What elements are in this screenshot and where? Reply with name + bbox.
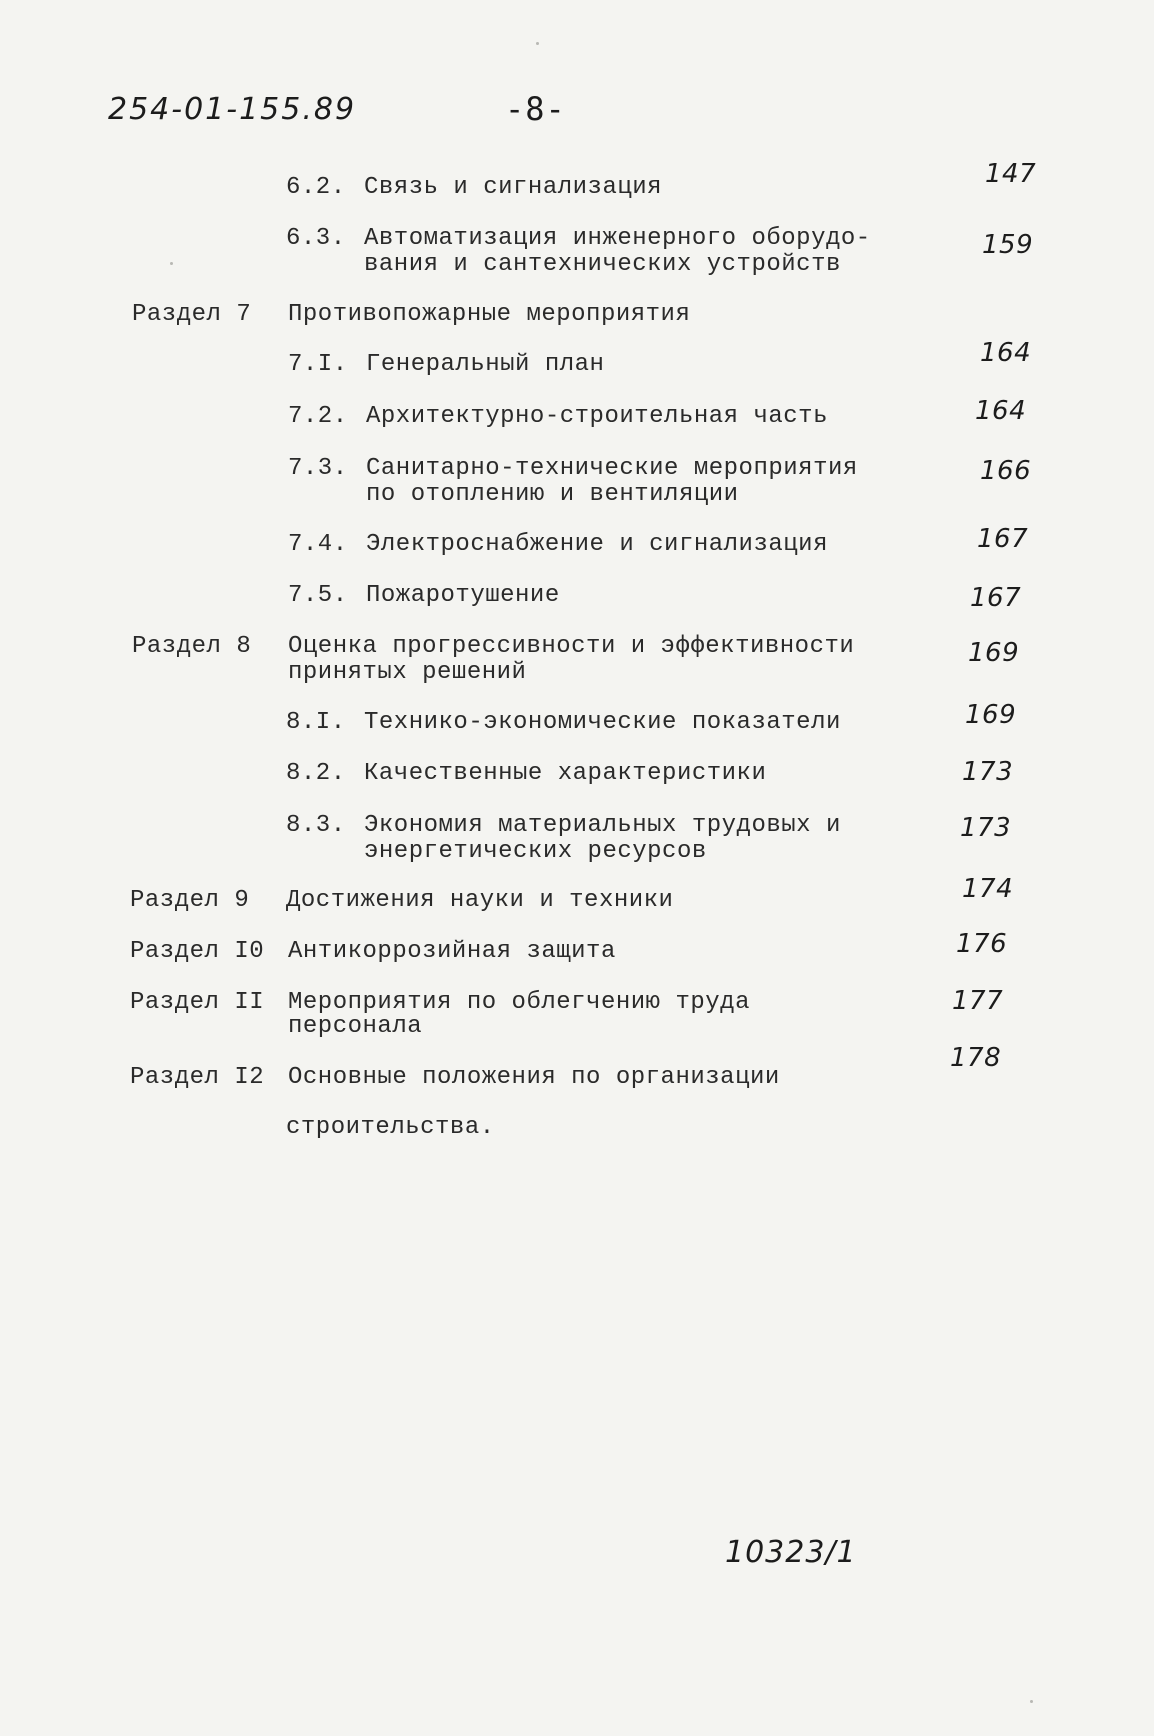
section-label: Раздел 9 <box>130 887 250 914</box>
entry-title: Противопожарные мероприятия <box>288 301 691 328</box>
entry-title: Основные положения по организации <box>288 1064 780 1091</box>
entry-page: 169 <box>965 700 1017 730</box>
entry-page: 164 <box>975 396 1027 426</box>
entry-page: 167 <box>977 524 1029 554</box>
entry-page: 147 <box>985 159 1037 189</box>
document-code: 254-01-155.89 <box>108 92 357 127</box>
entry-page: 169 <box>968 638 1020 668</box>
entry-title-line-2: персонала <box>288 1013 423 1040</box>
entry-title: Электроснабжение и сигнализация <box>366 531 828 558</box>
page-number: -8- <box>505 90 566 128</box>
entry-number: 7.5. <box>288 582 348 609</box>
entry-number: 8.3. <box>286 812 346 839</box>
section-label: Раздел 8 <box>132 633 252 660</box>
section-label: Раздел 7 <box>132 301 252 328</box>
entry-title-line-2: энергетических ресурсов <box>364 838 707 865</box>
entry-title-line-1: Оценка прогрессивности и эффективности <box>288 633 855 660</box>
entry-title-line-2: вания и сантехнических устройств <box>364 251 841 278</box>
entry-title-line-1: Экономия материальных трудовых и <box>364 812 841 839</box>
entry-page: 173 <box>960 813 1012 843</box>
entry-title: Генеральный план <box>366 351 605 378</box>
entry-title-line-2: по отоплению и вентиляции <box>366 481 739 508</box>
entry-number: 7.2. <box>288 403 348 430</box>
entry-number: 6.3. <box>286 225 346 252</box>
scan-speck <box>170 262 173 265</box>
section-label: Раздел II <box>130 989 265 1016</box>
inventory-number: 10323/1 <box>725 1535 857 1570</box>
entry-number: 6.2. <box>286 174 346 201</box>
entry-page: 178 <box>950 1043 1002 1073</box>
entry-title: Технико-экономические показатели <box>364 709 841 736</box>
entry-title-line-1: Мероприятия по облегчению труда <box>288 989 750 1016</box>
entry-title-line-2: принятых решений <box>288 659 527 686</box>
scan-speck <box>536 42 539 45</box>
entry-title-line-1: Автоматизация инженерного оборудо- <box>364 225 871 252</box>
entry-title-line-1: Санитарно-технические мероприятия <box>366 455 858 482</box>
scan-speck <box>1030 1700 1033 1703</box>
section-label: Раздел I2 <box>130 1064 265 1091</box>
section-label: Раздел I0 <box>130 938 265 965</box>
entry-page: 173 <box>962 757 1014 787</box>
continuation-text: строительства. <box>286 1114 495 1141</box>
entry-page: 159 <box>982 230 1034 260</box>
entry-page: 167 <box>970 583 1022 613</box>
entry-title: Пожаротушение <box>366 582 560 609</box>
entry-page: 176 <box>956 929 1008 959</box>
entry-page: 166 <box>980 456 1032 486</box>
entry-title: Антикоррозийная защита <box>288 938 616 965</box>
entry-title: Достижения науки и техники <box>286 887 674 914</box>
entry-title: Архитектурно-строительная часть <box>366 403 828 430</box>
entry-page: 174 <box>962 874 1014 904</box>
entry-number: 7.4. <box>288 531 348 558</box>
entry-title: Связь и сигнализация <box>364 174 663 201</box>
entry-number: 7.3. <box>288 455 348 482</box>
entry-number: 7.I. <box>288 351 348 378</box>
entry-page: 164 <box>980 338 1032 368</box>
entry-number: 8.2. <box>286 760 346 787</box>
entry-title: Качественные характеристики <box>364 760 767 787</box>
entry-number: 8.I. <box>286 709 346 736</box>
entry-page: 177 <box>952 986 1004 1016</box>
toc-continuation-line <box>286 1115 495 1141</box>
